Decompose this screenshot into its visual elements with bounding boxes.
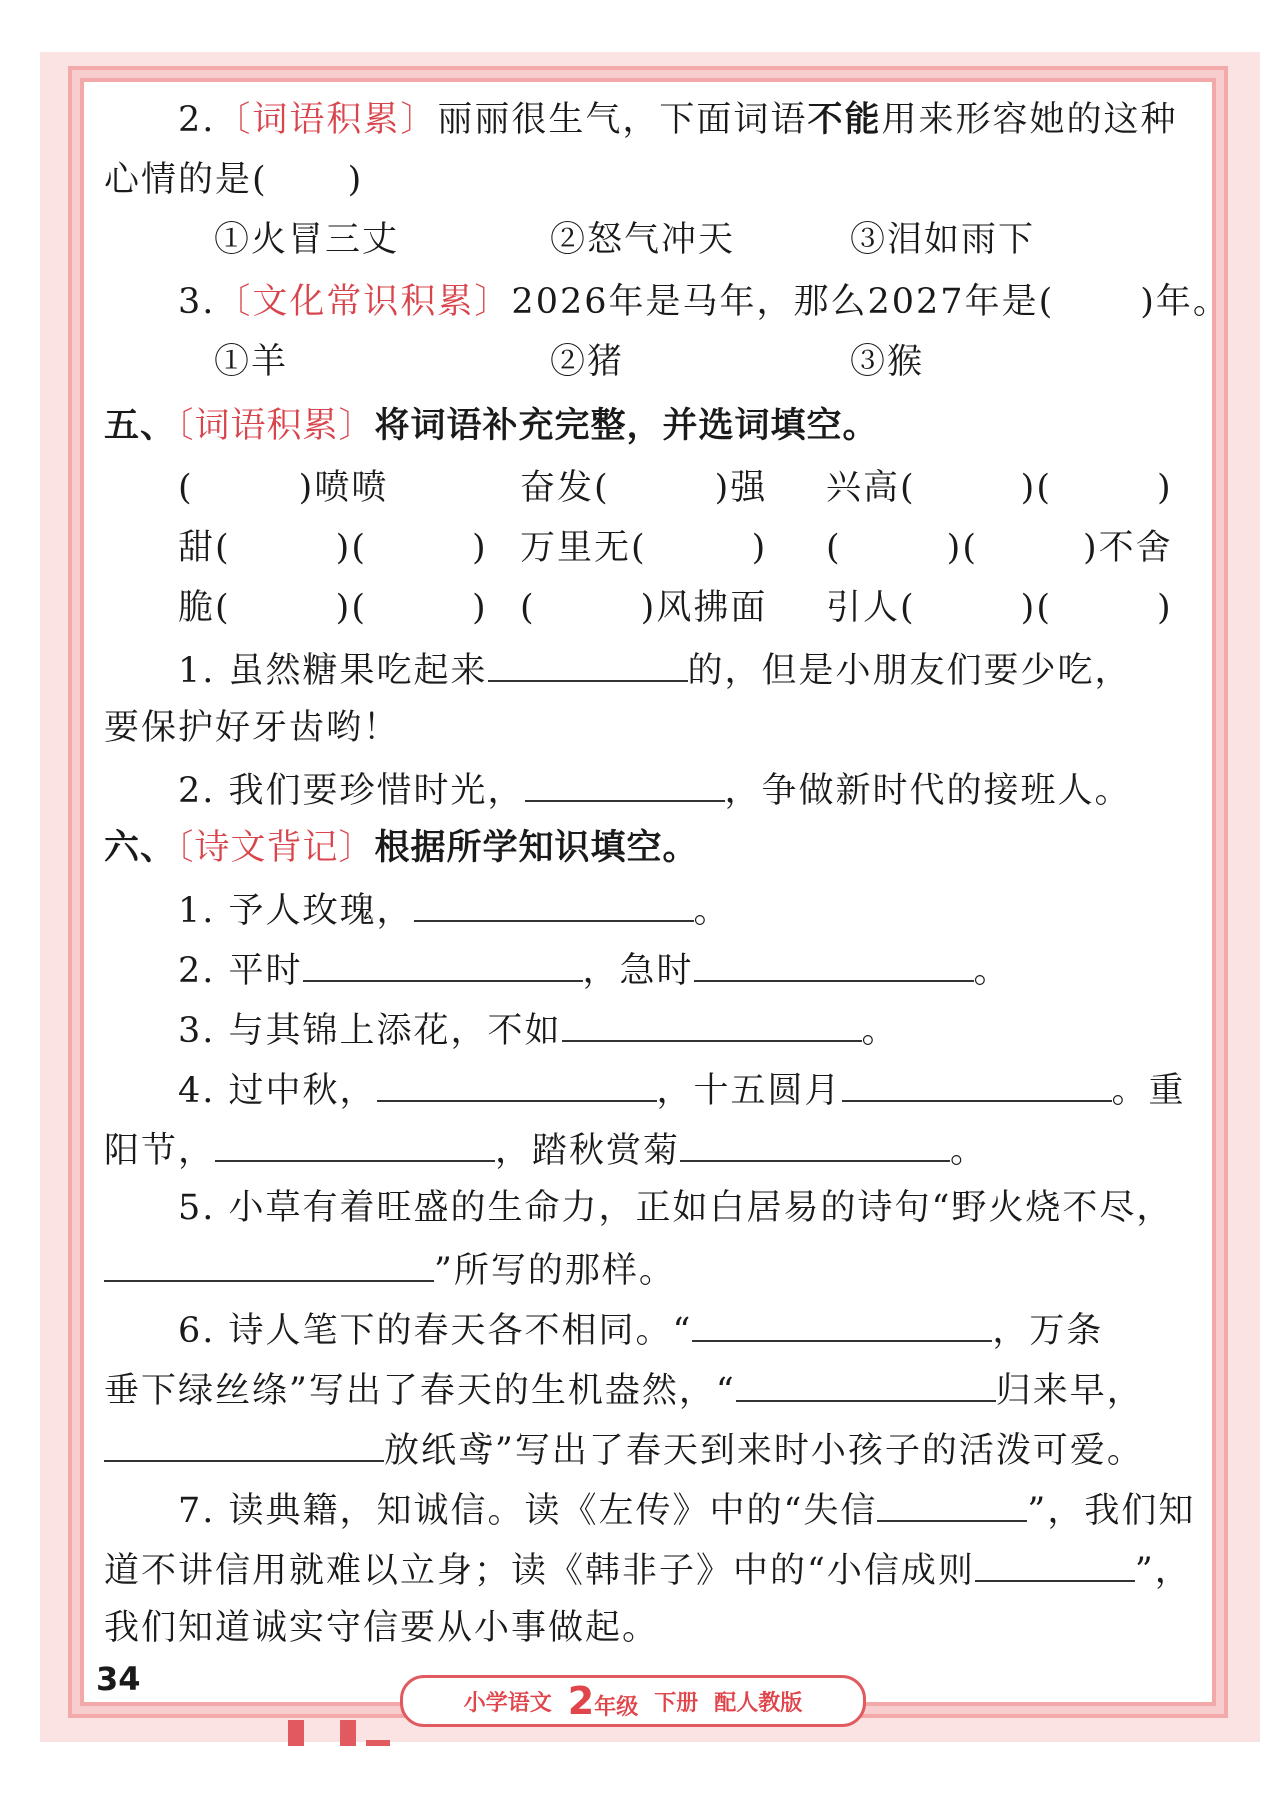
s6-item-6-text-e: 放纸鸢”写出了春天到来时小孩子的活泼可爱。	[384, 1431, 1144, 1471]
s6-item-4-text-c: 。重	[1111, 1071, 1186, 1111]
answer-blank[interactable]	[975, 1546, 1135, 1582]
answer-blank[interactable]	[377, 1066, 657, 1102]
q2-emphasis: 不能	[807, 100, 882, 140]
q2-option-1: ①火冒三丈	[214, 220, 400, 260]
s6-item-3-text: 3. 与其锦上添花，不如	[178, 1011, 562, 1051]
footer-decoration	[366, 1740, 390, 1746]
q2-text-c: 心情的是(	[104, 160, 268, 200]
s6-item-6-text-d: 归来早，	[995, 1371, 1144, 1411]
s6-item-7-text-b: ”，我们知	[1027, 1491, 1196, 1531]
s5-fill-2-text-a: 2. 我们要珍惜时光，	[178, 771, 525, 811]
section-5-title: 将词语补充完整，并选词填空。	[374, 406, 879, 446]
answer-blank[interactable]	[303, 946, 583, 982]
s6-item-6-text-b: ，万条	[992, 1311, 1104, 1351]
s5-word-r1c3: 兴高( )( )	[826, 468, 1173, 508]
s5-word-r1c1: ( )喷喷	[178, 468, 389, 508]
q2-line-2	[104, 158, 363, 202]
s6-item-3	[178, 1006, 899, 1053]
q3-text-a: 2026年是马年，那么2027年是(	[511, 282, 1055, 322]
section-6-number: 六、	[104, 828, 177, 868]
q3-line-1	[178, 280, 1230, 324]
section-5-number: 五、	[104, 406, 177, 446]
q2-line-1	[178, 98, 1177, 142]
s6-item-2	[178, 946, 1011, 993]
s6-item-2-text-b: ，急时	[582, 951, 694, 991]
s6-item-4-text-d: 阳节，	[104, 1131, 216, 1171]
s5-word-r3c2: ( )风拂面	[520, 588, 768, 628]
s6-item-4-end: 。	[950, 1131, 988, 1171]
s6-item-7-line-2	[104, 1546, 1192, 1593]
s6-item-7-line-3: 我们知道诚实守信要从小事做起。	[104, 1608, 660, 1648]
answer-blank[interactable]	[692, 1306, 992, 1342]
q2-option-2: ②怒气冲天	[550, 220, 736, 260]
q2-text-a: 丽丽很生气，下面词语	[437, 100, 808, 140]
answer-blank[interactable]	[562, 1006, 862, 1042]
answer-blank[interactable]	[488, 646, 688, 682]
s5-word-r2c1: 甜( )( )	[178, 528, 488, 568]
s5-fill-1-text-a: 1. 虽然糖果吃起来	[178, 651, 488, 691]
s6-item-7-text-a: 7. 读典籍，知诚信。读《左传》中的“失信	[178, 1491, 878, 1531]
answer-blank[interactable]	[680, 1126, 950, 1162]
s5-word-r2c2: 万里无( )	[520, 528, 768, 568]
s6-item-4-line-2	[104, 1126, 987, 1173]
answer-blank[interactable]	[736, 1366, 996, 1402]
s6-item-4-text-a: 4. 过中秋，	[178, 1071, 377, 1111]
s6-item-3-end: 。	[861, 1011, 899, 1051]
s6-item-6-line-1	[178, 1306, 1103, 1353]
q3-option-1: ①羊	[214, 342, 289, 382]
s5-word-r3c1: 脆( )( )	[178, 588, 488, 628]
s6-item-6-line-2	[104, 1366, 1144, 1413]
q2-text-b: 用来形容她的这种	[881, 100, 1178, 140]
s6-item-1-end: 。	[693, 891, 731, 931]
s6-item-2-end: 。	[973, 951, 1011, 991]
footer-grade-number: 2	[567, 1679, 595, 1723]
answer-blank[interactable]	[694, 946, 974, 982]
q2-number: 2.	[178, 100, 216, 140]
s6-item-1	[178, 886, 731, 933]
section-6-title: 根据所学知识填空。	[374, 828, 699, 868]
answer-blank[interactable]	[842, 1066, 1112, 1102]
footer-subject: 小学语文	[463, 1690, 552, 1716]
q2-tag: 〔词语积累〕	[215, 100, 438, 140]
footer-grade: 年级	[594, 1695, 639, 1720]
answer-blank[interactable]	[104, 1246, 434, 1282]
s5-fill-1-line-1	[178, 646, 1132, 693]
answer-blank[interactable]	[104, 1426, 384, 1462]
footer-book-label	[400, 1675, 866, 1727]
s6-item-4-text-e: ，踏秋赏菊	[495, 1131, 681, 1171]
q2-option-3: ③泪如雨下	[850, 220, 1036, 260]
s6-item-6-line-3	[104, 1426, 1144, 1473]
s5-fill-1-text-b: 的，但是小朋友们要少吃，	[687, 651, 1132, 691]
s6-item-2-text-a: 2. 平时	[178, 951, 303, 991]
section-6-tag: 〔诗文背记〕	[176, 828, 375, 868]
footer-decoration	[340, 1720, 356, 1746]
s6-item-7-text-d: ”，	[1134, 1551, 1192, 1591]
s6-item-4-text-b: ，十五圆月	[656, 1071, 842, 1111]
answer-blank[interactable]	[215, 1126, 495, 1162]
footer-volume: 下册	[654, 1690, 699, 1716]
footer-decoration	[288, 1720, 304, 1746]
s6-item-6-text-a: 6. 诗人笔下的春天各不相同。“	[178, 1311, 693, 1351]
q3-number: 3.	[178, 282, 216, 322]
s6-item-1-text: 1. 予人玫瑰，	[178, 891, 414, 931]
section-5-tag: 〔词语积累〕	[176, 406, 375, 446]
q3-option-3: ③猴	[850, 342, 925, 382]
s6-item-7-text-c: 道不讲信用就难以立身；读《韩非子》中的“小信成则	[104, 1551, 975, 1591]
s6-item-5-line-2	[104, 1246, 676, 1293]
footer-edition: 配人教版	[714, 1690, 803, 1716]
page-number: 34	[96, 1660, 141, 1698]
answer-blank[interactable]	[525, 766, 725, 802]
s5-word-r2c3: ( )( )不舍	[826, 528, 1173, 568]
s5-word-r1c2: 奋发( )强	[520, 468, 768, 508]
answer-blank[interactable]	[877, 1486, 1027, 1522]
s6-item-5-line-1: 5. 小草有着旺盛的生命力，正如白居易的诗句“野火烧不尽，	[178, 1188, 1174, 1228]
s5-fill-1-line-2: 要保护好牙齿哟！	[104, 708, 401, 748]
s6-item-4-line-1	[178, 1066, 1186, 1113]
s6-item-7-line-1	[178, 1486, 1195, 1533]
s5-fill-2	[178, 766, 1132, 813]
answer-blank[interactable]	[414, 886, 694, 922]
q3-text-b: )年。	[1140, 282, 1230, 322]
s5-fill-2-text-b: ，争做新时代的接班人。	[724, 771, 1132, 811]
s5-word-r3c3: 引人( )( )	[826, 588, 1173, 628]
s6-item-5-end: ”所写的那样。	[434, 1251, 676, 1291]
section-6-heading	[104, 826, 699, 870]
s6-item-6-text-c: 垂下绿丝绦”写出了春天的生机盎然，“	[104, 1371, 736, 1411]
q2-text-d: )	[347, 160, 364, 200]
q3-option-2: ②猪	[550, 342, 625, 382]
section-5-heading	[104, 404, 879, 448]
q3-tag: 〔文化常识积累〕	[215, 282, 512, 322]
